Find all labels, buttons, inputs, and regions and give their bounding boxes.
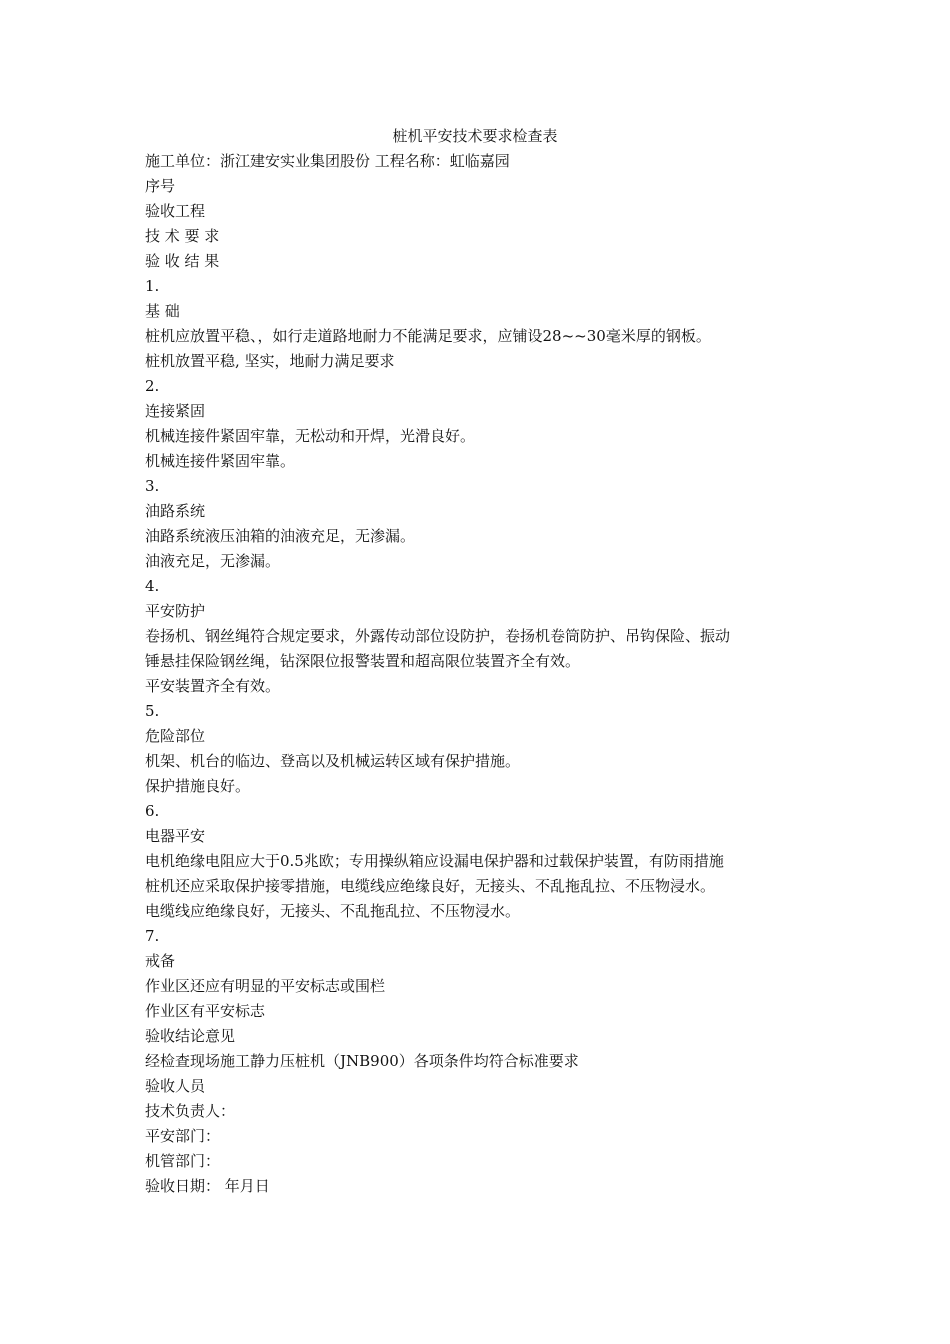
document-body [145,149,815,1199]
document-title: 桩机平安技术要求检查表 [392,127,558,145]
item-3-requirement: 油路系统液压油箱的油液充足，无渗漏。 [145,527,416,545]
item-6-requirement-line-1: 电机绝缘电阻应大于0.5兆欧；专用操纵箱应设漏电保护器和过载保护装置，有防雨措施 [145,852,724,870]
item-6-number: 6. [145,802,160,820]
item-2-number: 2. [145,377,160,395]
safety-department-label: 平安部门： [145,1127,221,1145]
item-4-result: 平安装置齐全有效。 [145,677,281,695]
item-2-requirement: 机械连接件紧固牢靠，无松动和开焊，光滑良好。 [145,427,476,445]
inspection-date-label: 验收日期： 年月日 [145,1177,270,1195]
item-5-number: 5. [145,702,160,720]
header-inspection-result: 验 收 结 果 [145,252,220,270]
technical-lead-label: 技术负责人： [145,1102,236,1120]
item-1-number: 1. [145,277,160,295]
item-1-result: 桩机放置平稳, 坚实，地耐力满足要求 [145,352,395,370]
item-7-name: 戒备 [145,952,176,970]
item-5-name: 危险部位 [145,727,206,745]
header-technical-requirement: 技 术 要 求 [145,227,220,245]
conclusion-text: 经检查现场施工静力压桩机（JNB900）各项条件均符合标准要求 [145,1052,579,1070]
construction-unit-line: 施工单位：浙江建安实业集团股份 工程名称：虹临嘉园 [145,152,510,170]
item-3-name: 油路系统 [145,502,206,520]
item-3-number: 3. [145,477,160,495]
item-7-result: 作业区有平安标志 [145,1002,266,1020]
item-6-name: 电器平安 [145,827,206,845]
conclusion-label: 验收结论意见 [145,1027,236,1045]
item-1-name: 基 础 [145,302,180,320]
item-5-requirement: 机架、机台的临边、登高以及机械运转区域有保护措施。 [145,752,521,770]
inspectors-label: 验收人员 [145,1077,206,1095]
item-4-number: 4. [145,577,160,595]
item-4-requirement-line-2: 锤悬挂保险钢丝绳，钻深限位报警装置和超高限位装置齐全有效。 [145,652,581,670]
item-1-requirement: 桩机应放置平稳、，如行走道路地耐力不能满足要求，应铺设28~~30毫米厚的钢板。 [145,327,711,345]
header-serial-number: 序号 [145,177,176,195]
header-inspection-item: 验收工程 [145,202,206,220]
item-5-result: 保护措施良好。 [145,777,251,795]
item-2-name: 连接紧固 [145,402,206,420]
item-6-result: 电缆线应绝缘良好，无接头、不乱拖乱拉、不压物浸水。 [145,902,521,920]
item-7-requirement: 作业区还应有明显的平安标志或围栏 [145,977,386,995]
machinery-department-label: 机管部门： [145,1152,221,1170]
item-4-name: 平安防护 [145,602,206,620]
item-7-number: 7. [145,927,160,945]
item-4-requirement-line-1: 卷扬机、钢丝绳符合规定要求，外露传动部位设防护，卷扬机卷筒防护、吊钩保险、振动 [145,627,731,645]
item-2-result: 机械连接件紧固牢靠。 [145,452,296,470]
item-3-result: 油液充足，无渗漏。 [145,552,281,570]
item-6-requirement-line-2: 桩机还应采取保护接零措施，电缆线应绝缘良好，无接头、不乱拖乱拉、不压物浸水。 [145,877,716,895]
